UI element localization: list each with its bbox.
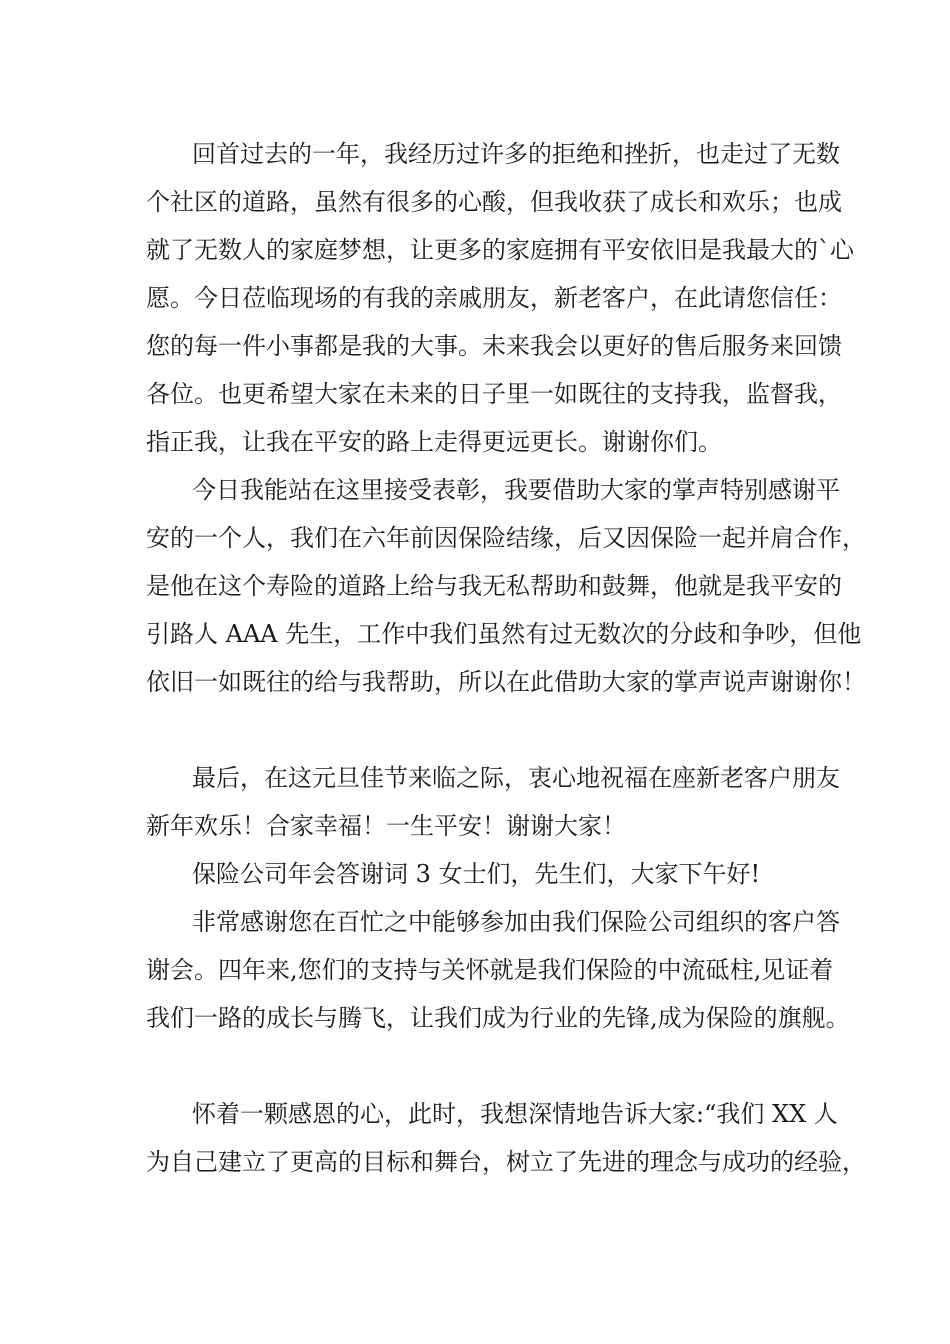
- paragraph-line: 引路人 AAA 先生，工作中我们虽然有过无数次的分歧和争吵，但他: [146, 620, 862, 648]
- paragraph-line: 为自己建立了更高的目标和舞台，树立了先进的理念与成功的经验，: [146, 1148, 866, 1176]
- paragraph-line: 安的一个人，我们在六年前因保险结缘，后又因保险一起并肩合作，: [146, 524, 866, 552]
- paragraph-line: 就了无数人的家庭梦想，让更多的家庭拥有平安依旧是我最大的`心: [146, 236, 854, 264]
- paragraph-line: 您的每一件小事都是我的大事。未来我会以更好的售后服务来回馈: [146, 332, 842, 360]
- paragraph-line: 怀着一颗感恩的心，此时，我想深情地告诉大家:“我们 XX 人: [192, 1100, 838, 1128]
- paragraph-line: 各位。也更希望大家在未来的日子里一如既往的支持我，监督我，: [146, 380, 842, 408]
- paragraph-line: 今日我能站在这里接受表彰，我要借助大家的掌声特别感谢平: [192, 476, 840, 504]
- paragraph-line: 依旧一如既往的给与我帮助，所以在此借助大家的掌声说声谢谢你！: [146, 668, 866, 696]
- paragraph-line: 回首过去的一年，我经历过许多的拒绝和挫折，也走过了无数: [192, 140, 840, 168]
- paragraph-line: 新年欢乐！合家幸福！一生平安！谢谢大家！: [146, 812, 626, 840]
- paragraph-line: 个社区的道路，虽然有很多的心酸，但我收获了成长和欢乐；也成: [146, 188, 842, 216]
- paragraph-line: 愿。今日莅临现场的有我的亲戚朋友，新老客户，在此请您信任：: [146, 284, 842, 312]
- paragraph-line: 谢会。四年来,您们的支持与关怀就是我们保险的中流砥柱,见证着: [146, 956, 834, 984]
- paragraph-line: 我们一路的成长与腾飞，让我们成为行业的先锋,成为保险的旗舰。: [146, 1004, 850, 1032]
- paragraph-line: 指正我，让我在平安的路上走得更远更长。谢谢你们。: [146, 428, 722, 456]
- paragraph-gap: [146, 706, 826, 754]
- paragraph-line: 最后，在这元旦佳节来临之际，衷心地祝福在座新老客户朋友: [192, 764, 840, 792]
- paragraph-line: 是他在这个寿险的道路上给与我无私帮助和鼓舞，他就是我平安的: [146, 572, 842, 600]
- paragraph-line: 非常感谢您在百忙之中能够参加由我们保险公司组织的客户答: [192, 908, 840, 936]
- paragraph-line: 保险公司年会答谢词 3 女士们，先生们，大家下午好!: [192, 860, 761, 888]
- document-body: [146, 130, 866, 1186]
- paragraph-gap: [146, 1042, 826, 1090]
